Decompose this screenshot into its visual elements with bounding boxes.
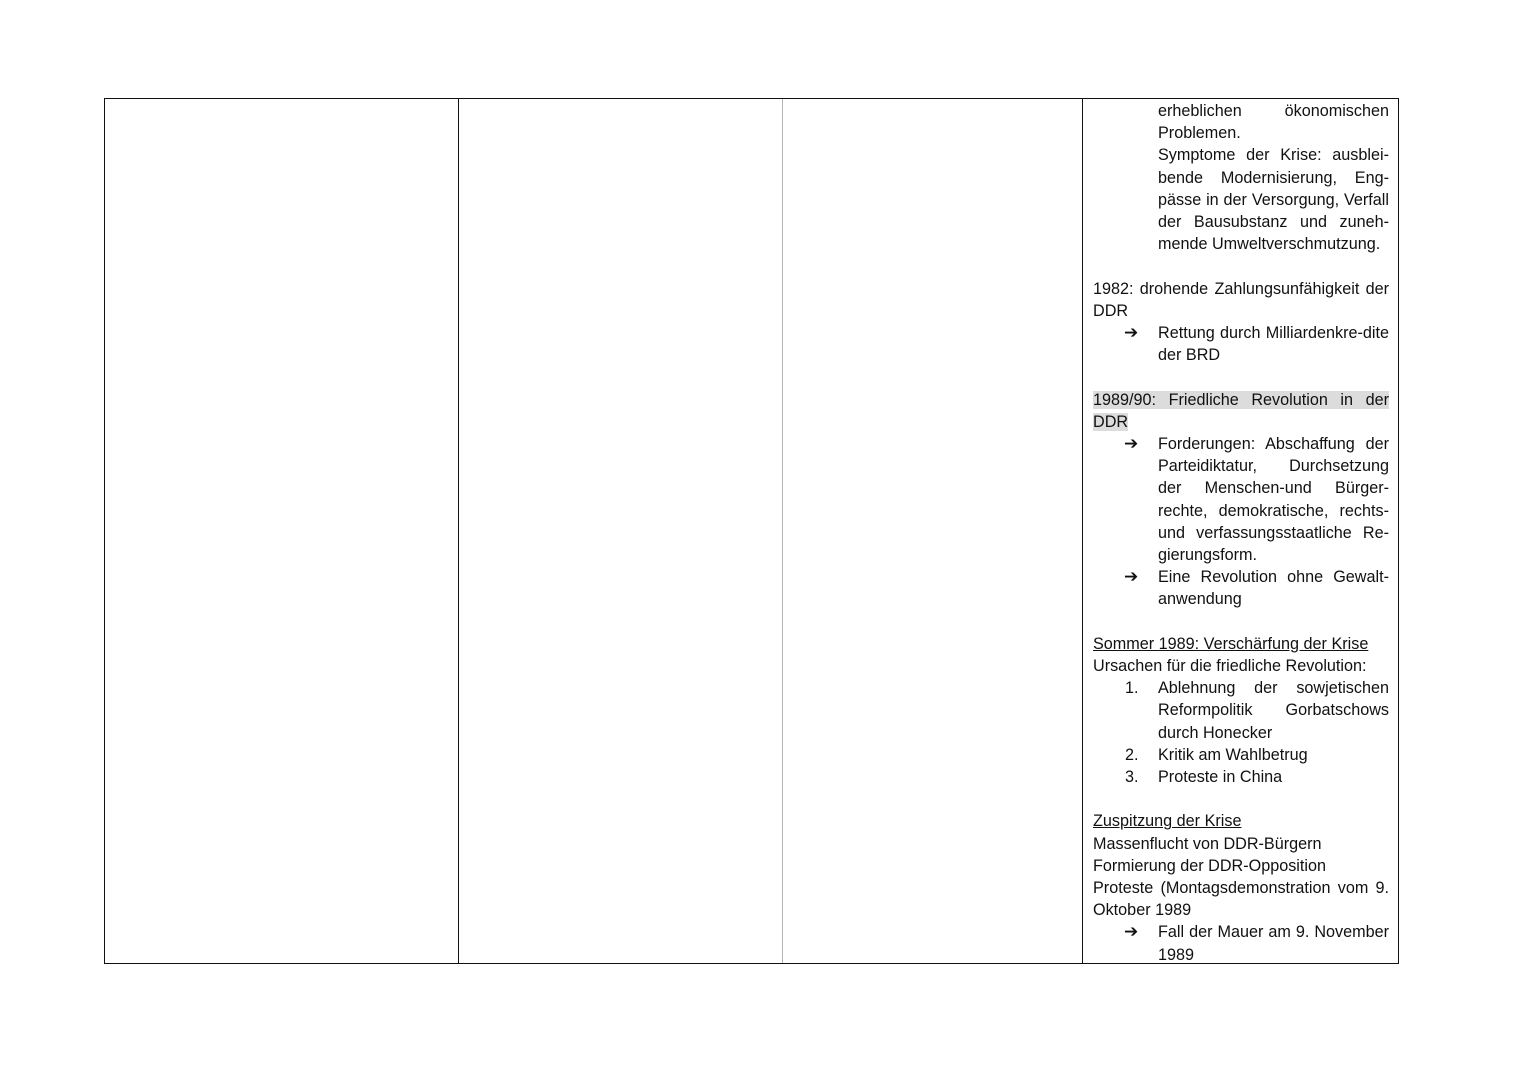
insolvency-1982-text: 1982: drohende Zahlungsunfähigkeit der DDR	[1093, 279, 1389, 320]
arrow-item-text: Rettung durch Milliardenkre-dite der BRD	[1158, 324, 1389, 365]
list-number: 1.	[1125, 679, 1139, 698]
content-table	[104, 98, 1399, 964]
list-item	[1093, 766, 1389, 788]
highlighted-text: 1989/90: Friedliche Revolution in der DDR	[1093, 390, 1389, 431]
list-item-text: Proteste in China	[1158, 768, 1283, 787]
spacer	[1093, 255, 1389, 277]
arrow-item	[1093, 433, 1389, 566]
crisis-continuation-text: erheblichen ökonomischen Problemen.	[1158, 102, 1389, 143]
escalation-line: Massenflucht von DDR-Bürgern	[1093, 834, 1322, 853]
arrow-item-text: Forderungen: Abschaffung der Parteidiktatur, Durchsetzung der Menschen-und Bürger-rechte, demokratische, rechts- und verfassungsstaatliche Re-gierungsform.	[1158, 435, 1389, 565]
list-number: 3.	[1125, 768, 1139, 787]
revolution-heading	[1093, 389, 1389, 433]
arrow-item	[1093, 921, 1389, 963]
spacer	[1093, 366, 1389, 388]
arrow-right-icon: ➔	[1124, 922, 1139, 943]
crisis-symptoms-text: Symptome der Krise: ausblei-bende Modernisierung, Eng-pässe in der Versorgung, Verfall der Bausubstanz und zuneh-mende Umweltverschmutzung.	[1158, 146, 1389, 254]
arrow-right-icon: ➔	[1124, 434, 1139, 455]
table-column-2	[459, 99, 783, 963]
spacer	[1093, 611, 1389, 633]
escalation-heading: Zuspitzung der Krise	[1093, 812, 1242, 831]
list-item-text: Kritik am Wahlbetrug	[1158, 745, 1308, 764]
arrow-right-icon: ➔	[1124, 567, 1139, 588]
table-column-4	[1083, 99, 1398, 963]
table-column-1	[105, 99, 459, 963]
escalation-line: Proteste (Montagsdemonstration vom 9. Oktober 1989	[1093, 879, 1389, 920]
spacer	[1093, 788, 1389, 810]
list-number: 2.	[1125, 745, 1139, 764]
arrow-item-text: Fall der Mauer am 9. November 1989	[1158, 923, 1389, 963]
list-item	[1093, 744, 1389, 766]
arrow-item	[1093, 322, 1389, 366]
arrow-item-text: Eine Revolution ohne Gewalt-anwendung	[1158, 568, 1389, 609]
causes-intro-text: Ursachen für die friedliche Revolution:	[1093, 657, 1367, 676]
table-column-3	[783, 99, 1083, 963]
arrow-right-icon: ➔	[1124, 323, 1139, 344]
arrow-item	[1093, 566, 1389, 610]
list-item	[1093, 677, 1389, 744]
escalation-line: Formierung der DDR-Opposition	[1093, 856, 1327, 875]
summer-1989-heading: Sommer 1989: Verschärfung der Krise	[1093, 634, 1369, 653]
list-item-text: Ablehnung der sowjetischen Reformpolitik Gorbatschows durch Honecker	[1158, 679, 1389, 742]
